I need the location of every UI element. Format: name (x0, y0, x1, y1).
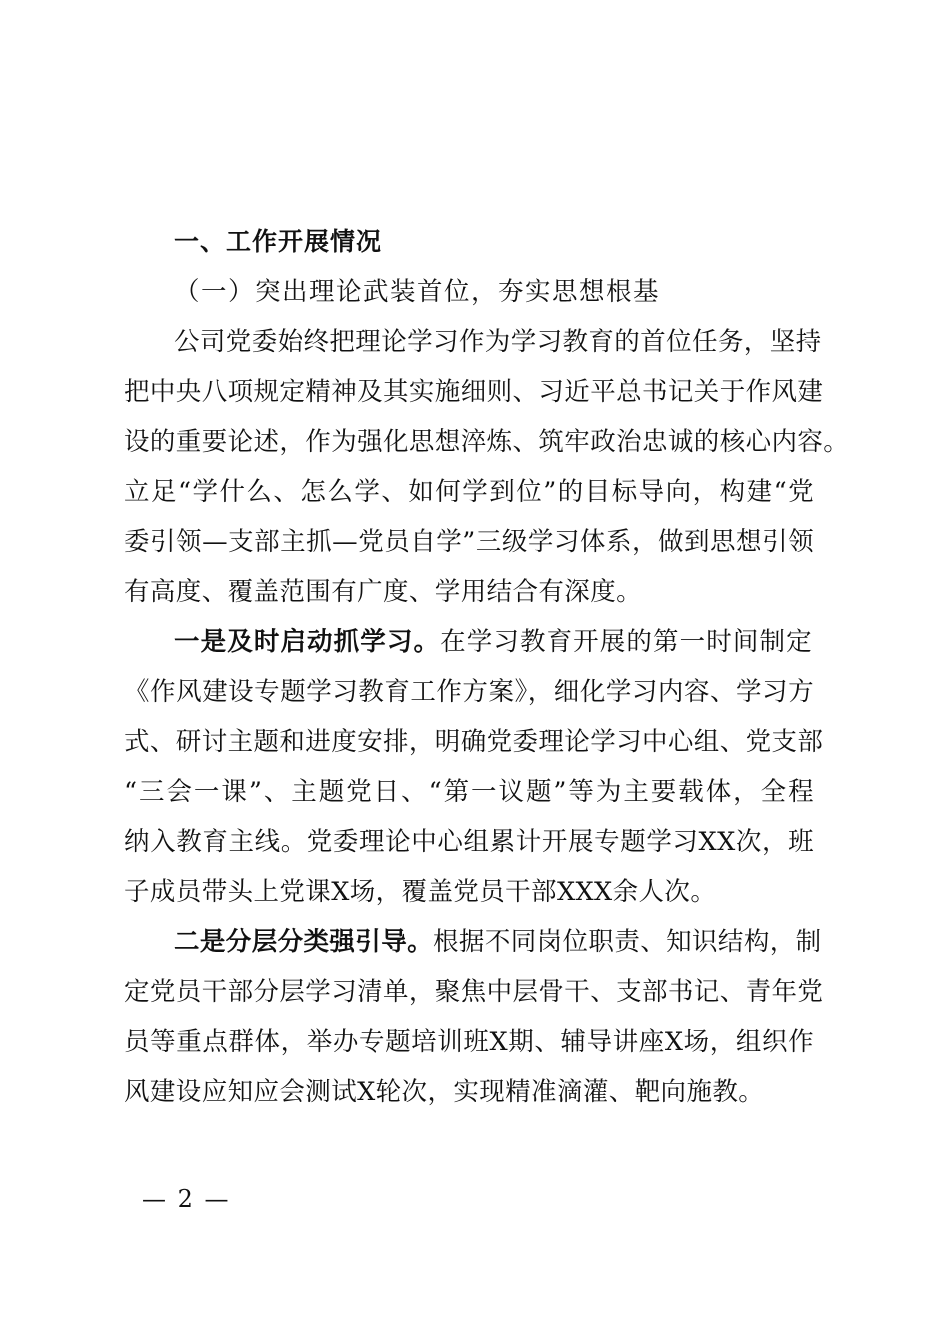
paragraph-3-line-2: 定党员干部分层学习清单，聚焦中层骨干、支部书记、青年党 (124, 977, 824, 1007)
paragraph-2-line-6: 子成员带头上党课X场，覆盖党员干部XXX余人次。 (124, 877, 717, 907)
paragraph-2-line-3: 式、研讨主题和进度安排，明确党委理论学习中心组、党支部 (124, 727, 824, 757)
subheading: （一）突出理论武装首位，夯实思想根基 (174, 277, 661, 307)
paragraph-1-line-3: 设的重要论述，作为强化思想淬炼、筑牢政治忠诚的核心内容。 (124, 427, 850, 457)
section-heading: 一、工作开展情况 (174, 227, 383, 256)
paragraph-1-line-2: 把中央八项规定精神及其实施细则、习近平总书记关于作风建 (124, 377, 824, 407)
paragraph-3-line-1 (174, 926, 822, 958)
paragraph-2-line-2: 《作风建设专题学习教育工作方案》，细化学习内容、学习方 (124, 677, 814, 707)
paragraph-3-line-4: 风建设应知应会测试X轮次，实现精准滴灌、靶向施教。 (124, 1077, 765, 1107)
paragraph-2-line-5: 纳入教育主线。党委理论中心组累计开展专题学习XX次，班 (124, 827, 814, 857)
paragraph-1-line-4: 立足“学什么、怎么学、如何学到位”的目标导向，构建“党 (124, 477, 814, 507)
paragraph-2-first-text: 在学习教育开展的第一时间制定 (440, 627, 812, 657)
paragraph-2-line-1 (174, 626, 812, 658)
page-number: — 2 — (142, 1185, 231, 1213)
paragraph-3-lead: 二是分层分类强引导。 (174, 927, 434, 957)
paragraph-1-line-5: 委引领—支部主抓—党员自学”三级学习体系，做到思想引领 (124, 527, 814, 557)
paragraph-2-lead: 一是及时启动抓学习。 (174, 627, 441, 657)
paragraph-3-first-text: 根据不同岗位职责、知识结构，制 (433, 927, 822, 957)
paragraph-3-line-3: 员等重点群体，举办专题培训班X期、辅导讲座X场，组织作 (124, 1027, 814, 1057)
paragraph-1-line-1: 公司党委始终把理论学习作为学习教育的首位任务，坚持 (174, 327, 822, 357)
paragraph-2-line-4: “三会一课”、主题党日、“第一议题”等为主要载体，全程 (124, 777, 814, 807)
paragraph-1-line-6: 有高度、覆盖范围有广度、学用结合有深度。 (124, 577, 643, 607)
